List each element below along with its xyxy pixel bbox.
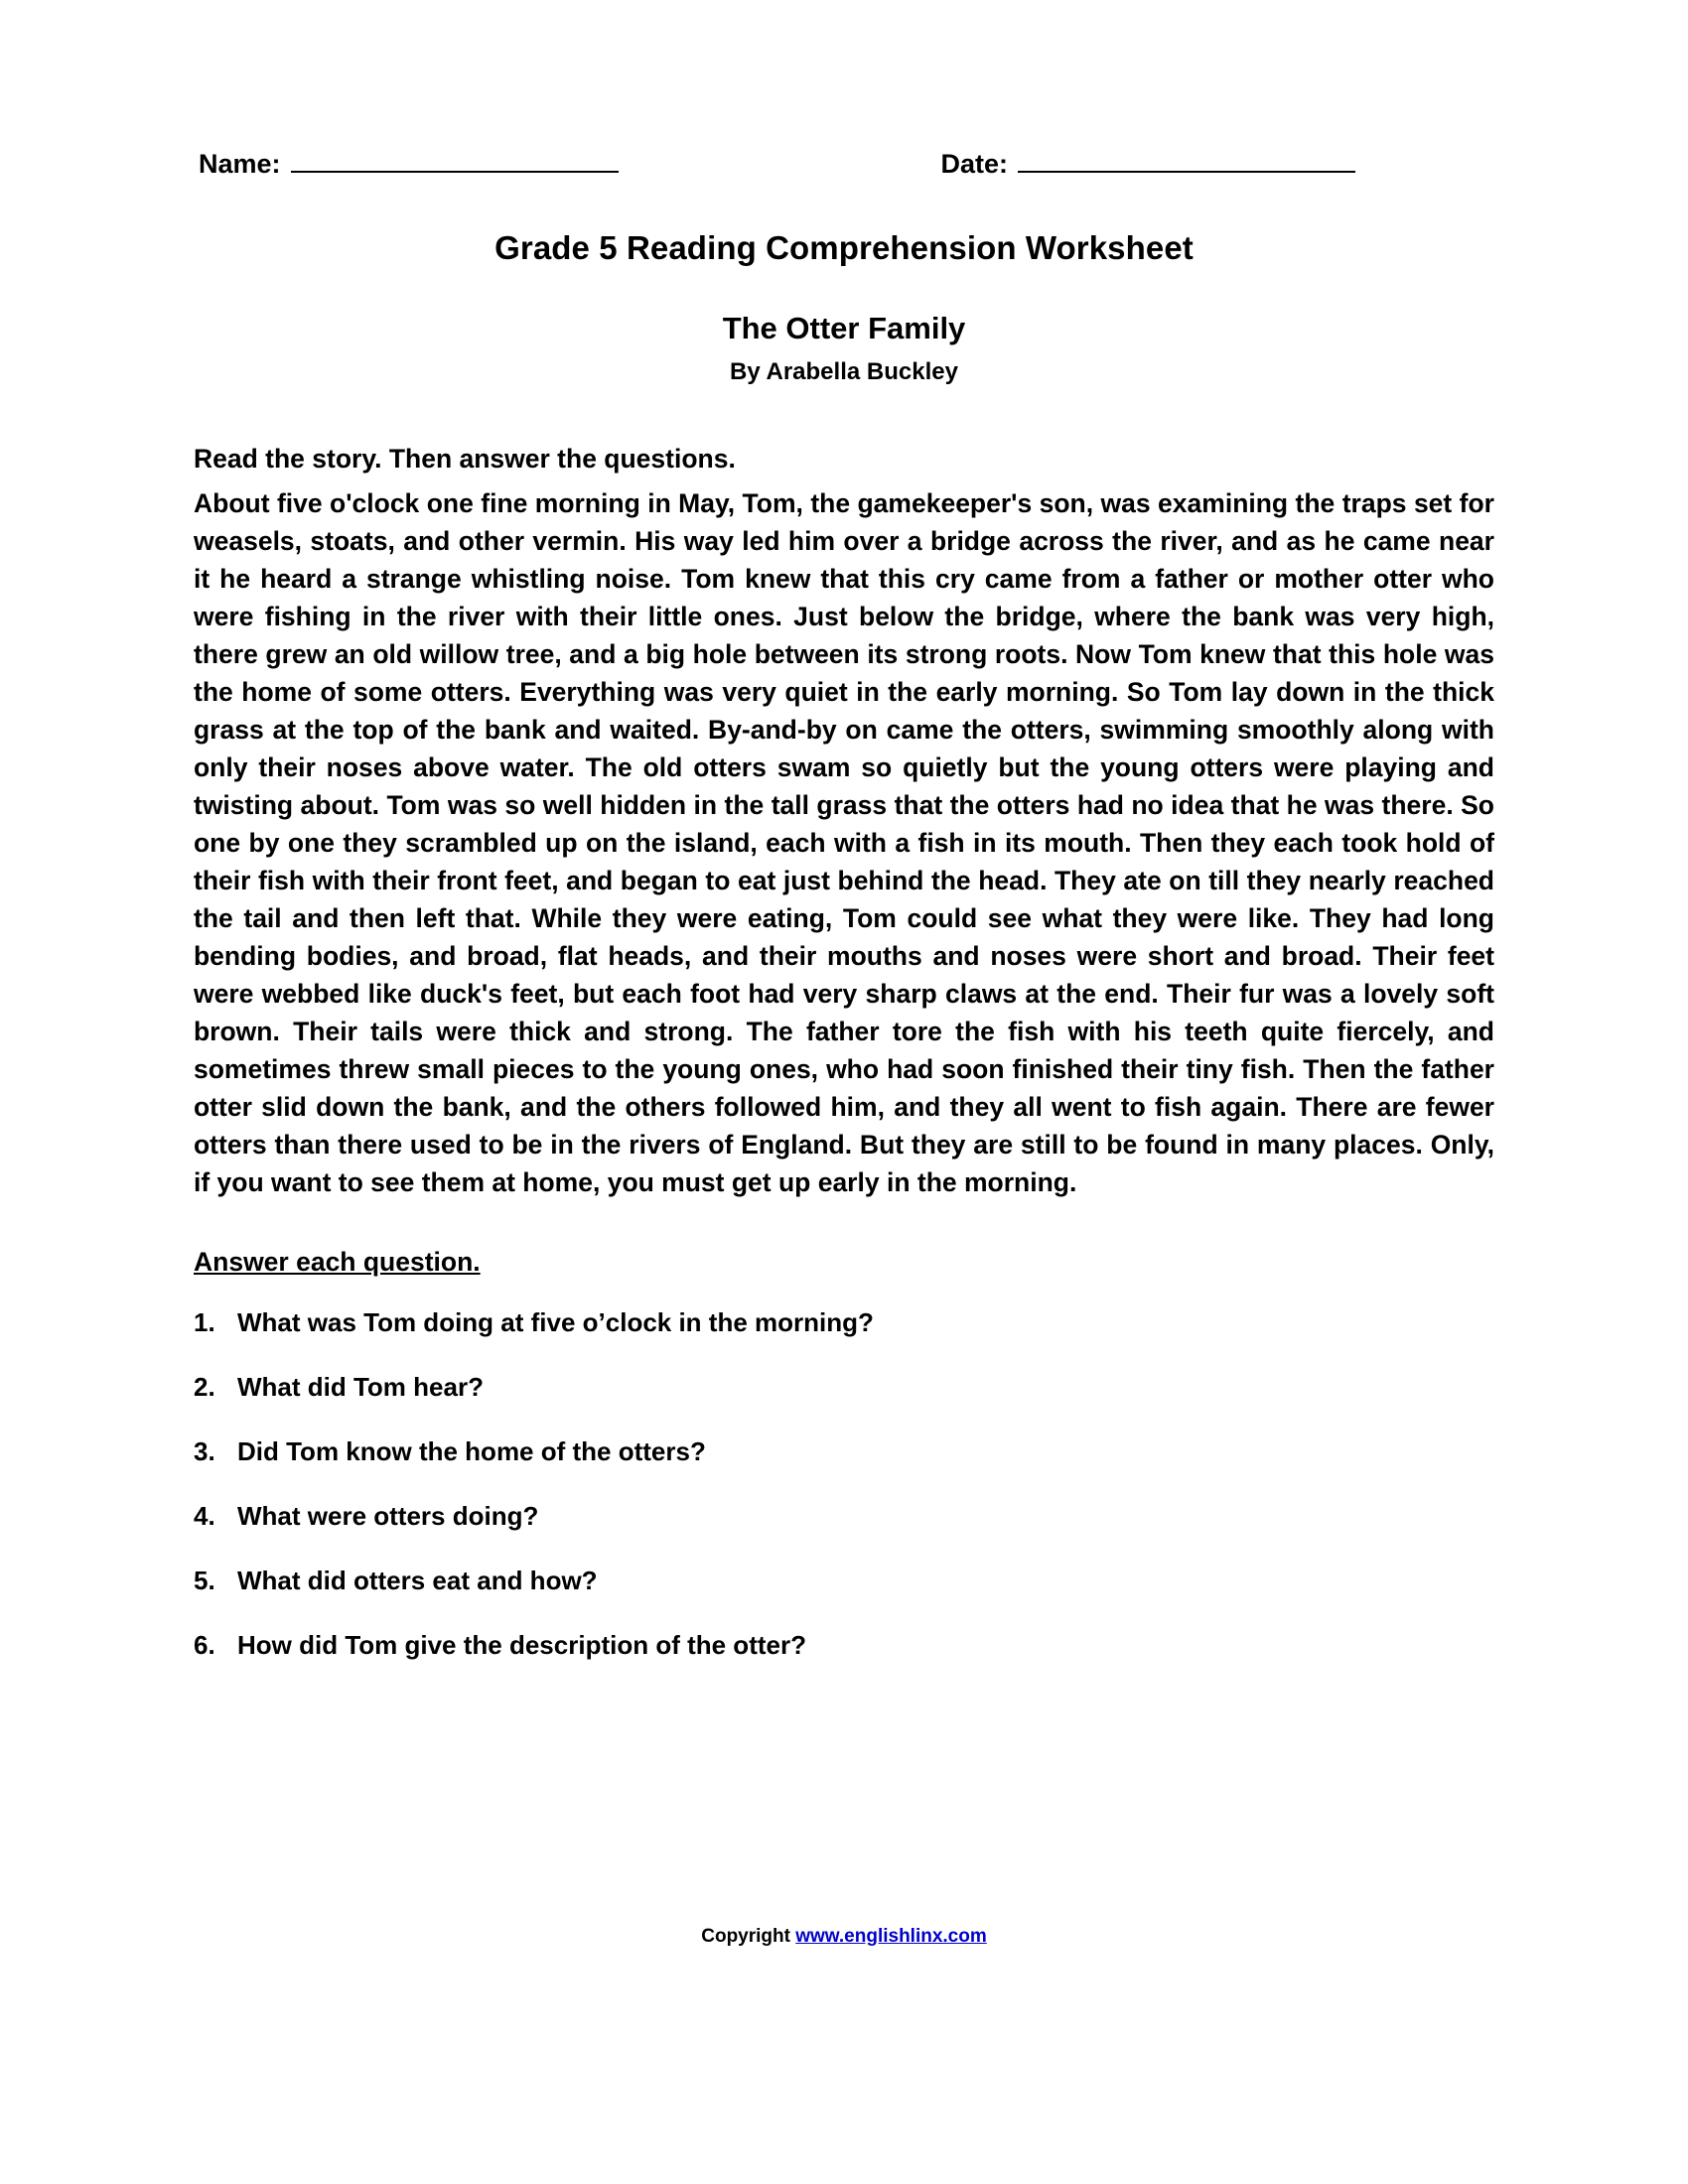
question-text: What did Tom hear? [237, 1372, 484, 1402]
copyright-label: Copyright [701, 1926, 790, 1947]
list-item [194, 1566, 1494, 1596]
website-link[interactable]: www.englishlinx.com [795, 1926, 987, 1947]
question-number: 1. [194, 1307, 215, 1337]
list-item [194, 1372, 1494, 1403]
name-input-line[interactable] [291, 149, 619, 173]
list-item [194, 1436, 1494, 1467]
reading-instruction: Read the story. Then answer the questions. [194, 444, 736, 474]
page-title: Grade 5 Reading Comprehension Worksheet [494, 229, 1194, 266]
question-text: How did Tom give the description of the otter? [237, 1630, 806, 1660]
question-text: Did Tom know the home of the otters? [237, 1436, 706, 1466]
question-number: 6. [194, 1630, 215, 1660]
name-date-row [194, 149, 1494, 180]
story-author: By Arabella Buckley [730, 358, 958, 385]
name-label: Name: [199, 149, 281, 179]
question-number: 4. [194, 1501, 215, 1531]
list-item [194, 1501, 1494, 1532]
date-label: Date: [940, 149, 1009, 179]
worksheet-body [194, 149, 1494, 1695]
name-field-group [199, 149, 619, 180]
list-item [194, 1307, 1494, 1338]
question-list [194, 1307, 1494, 1661]
story-title: The Otter Family [722, 311, 966, 345]
question-number: 5. [194, 1566, 215, 1595]
question-number: 3. [194, 1436, 215, 1466]
question-text: What was Tom doing at five o’clock in the morning? [237, 1307, 874, 1337]
question-number: 2. [194, 1372, 215, 1402]
answer-section-heading: Answer each question. [194, 1247, 481, 1277]
story-passage: About five o'clock one fine morning in May, Tom, the gamekeeper's son, was examining the traps set for weasels, stoats, and other vermin. His way led him over a bridge across the river, and as he came near it he heard a strange whistling noise. Tom knew that this cry came from a father or mother otter who were fishing in the river with their little ones. Just below the bridge, where the bank was very high, there grew an old willow tree, and a big hole between its strong roots. Now Tom knew that this hole was the home of some otters. Everything was very quiet in the early morning. So Tom lay down in the thick grass at the top of the bank and waited. By-and-by on came the otters, swimming smoothly along with only their noses above water. The old otters swam so quietly but the young otters were playing and twisting about. Tom was so well hidden in the tall grass that the otters had no idea that he was there. So one by one they scrambled up on the island, each with a fish in its mouth. Then they each took hold of their fish with their front feet, and began to eat just behind the head. They ate on till they nearly reached the tail and then left that. While they were eating, Tom could see what they were like. They had long bending bodies, and broad, flat heads, and their mouths and noses were short and broad. Their feet were webbed like duck's feet, but each foot had very sharp claws at the end. Their fur was a lovely soft brown. Their tails were thick and strong. The father tore the fish with his teeth quite fiercely, and sometimes threw small pieces to the young ones, who had soon finished their tiny fish. Then the father otter slid down the bank, and the others followed him, and they all went to fish again. There are fewer otters than there used to be in the rivers of England. But they are still to be found in many places. Only, if you want to see them at home, you must get up early in the morning. [194, 488, 1494, 1197]
date-field-group [941, 149, 1356, 180]
list-item [194, 1630, 1494, 1661]
question-text: What were otters doing? [237, 1501, 539, 1531]
footer [0, 1926, 1688, 1948]
question-text: What did otters eat and how? [237, 1566, 598, 1595]
date-input-line[interactable] [1018, 149, 1355, 173]
